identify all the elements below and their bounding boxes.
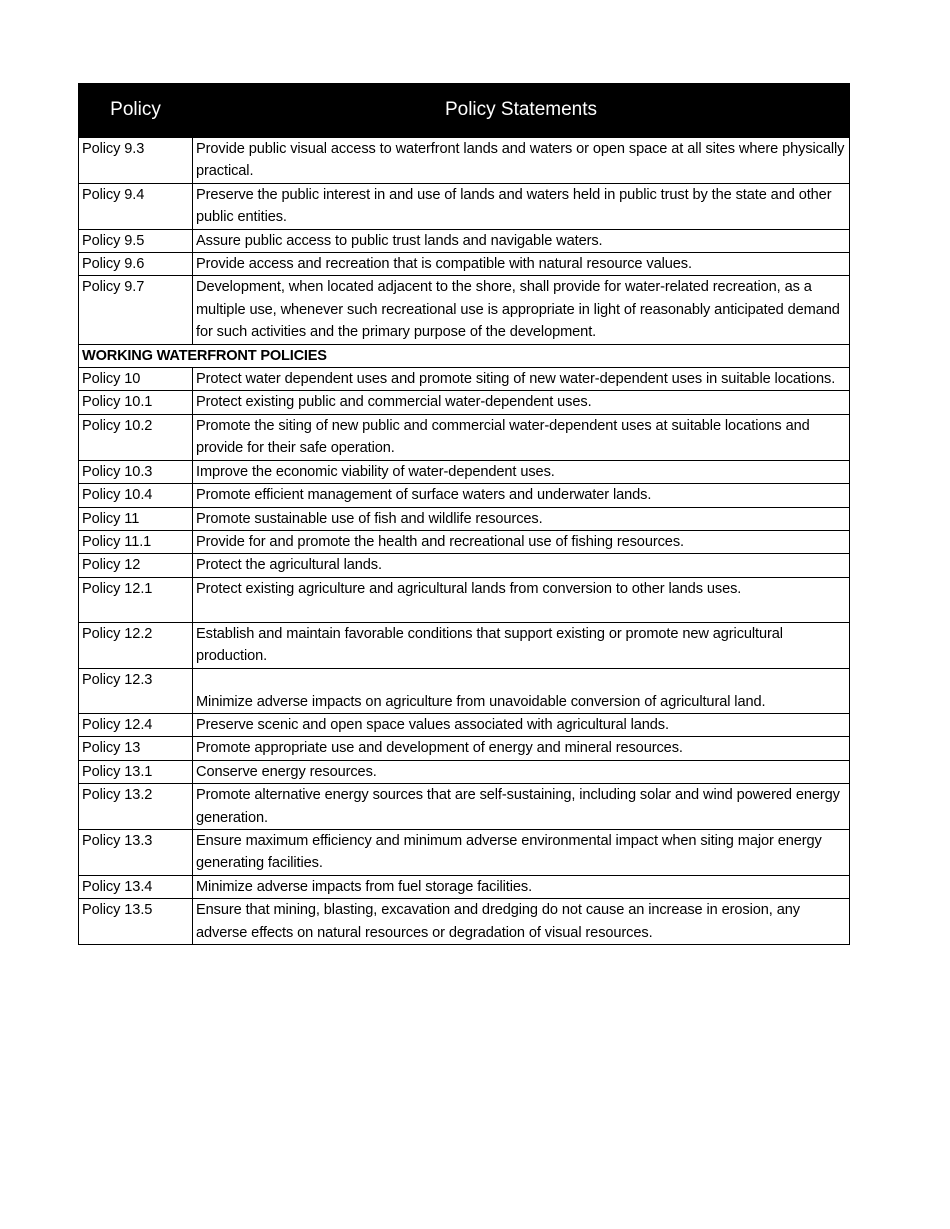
table-row	[79, 829, 850, 875]
table-row	[79, 507, 850, 530]
policy-statement: Protect the agricultural lands.	[193, 554, 850, 577]
table-row	[79, 460, 850, 483]
policy-statement: Ensure maximum efficiency and minimum adverse environmental impact when siting major energy generating facilities.	[193, 829, 850, 875]
table-row	[79, 138, 850, 184]
policy-statement: Promote the siting of new public and commercial water-dependent uses at suitable locations and provide for their safe operation.	[193, 414, 850, 460]
policy-id: Policy 11	[79, 507, 193, 530]
policy-id: Policy 11.1	[79, 530, 193, 553]
policy-id: Policy 13.5	[79, 899, 193, 945]
policy-statement: Provide public visual access to waterfront lands and waters or open space at all sites where physically practical.	[193, 138, 850, 184]
table-row	[79, 414, 850, 460]
policy-id: Policy 9.5	[79, 229, 193, 252]
policy-statement: Promote sustainable use of fish and wildlife resources.	[193, 507, 850, 530]
table-row	[79, 668, 850, 713]
table-row	[79, 229, 850, 252]
policy-statement: Development, when located adjacent to the shore, shall provide for water-related recreation, as a multiple use, whenever such recreational use is appropriate in light of reasonably anticipated demand for such activities and the primary purpose of the development.	[193, 276, 850, 344]
table-row	[79, 391, 850, 414]
policy-id: Policy 12.1	[79, 577, 193, 622]
policy-id: Policy 12.3	[79, 668, 193, 713]
table-row	[79, 875, 850, 898]
table-row	[79, 737, 850, 760]
policy-statement: Provide access and recreation that is compatible with natural resource values.	[193, 253, 850, 276]
policy-statement: Promote efficient management of surface waters and underwater lands.	[193, 484, 850, 507]
policy-statement: Ensure that mining, blasting, excavation and dredging do not cause an increase in erosion, any adverse effects on natural resources or degradation of visual resources.	[193, 899, 850, 945]
table-row	[79, 530, 850, 553]
table-row	[79, 760, 850, 783]
policy-statement: Minimize adverse impacts from fuel storage facilities.	[193, 875, 850, 898]
policy-id: Policy 9.3	[79, 138, 193, 184]
header-policy-statements: Policy Statements	[193, 84, 850, 138]
policy-id: Policy 13.3	[79, 829, 193, 875]
policy-statement: Provide for and promote the health and recreational use of fishing resources.	[193, 530, 850, 553]
policy-id: Policy 13.2	[79, 784, 193, 830]
table-row	[79, 784, 850, 830]
policy-id: Policy 10.4	[79, 484, 193, 507]
policy-statement: Conserve energy resources.	[193, 760, 850, 783]
policy-id: Policy 13	[79, 737, 193, 760]
section-heading: WORKING WATERFRONT POLICIES	[79, 344, 850, 367]
policy-id: Policy 12	[79, 554, 193, 577]
table-row	[79, 253, 850, 276]
table-row	[79, 713, 850, 736]
policy-statement: Preserve the public interest in and use of lands and waters held in public trust by the state and other public entities.	[193, 183, 850, 229]
policy-id: Policy 12.4	[79, 713, 193, 736]
policy-statement: Protect existing agriculture and agricultural lands from conversion to other lands uses.	[193, 577, 850, 622]
policy-statement: Promote appropriate use and development of energy and mineral resources.	[193, 737, 850, 760]
policy-statement: Protect existing public and commercial water-dependent uses.	[193, 391, 850, 414]
table-row	[79, 622, 850, 668]
policy-id: Policy 10.1	[79, 391, 193, 414]
policy-id: Policy 12.2	[79, 622, 193, 668]
policy-id: Policy 9.6	[79, 253, 193, 276]
policy-id: Policy 9.7	[79, 276, 193, 344]
policy-id: Policy 10.3	[79, 460, 193, 483]
policy-id: Policy 13.1	[79, 760, 193, 783]
policy-id: Policy 9.4	[79, 183, 193, 229]
header-row	[79, 84, 850, 138]
policy-statement: Establish and maintain favorable conditions that support existing or promote new agricultural production.	[193, 622, 850, 668]
table-row	[79, 183, 850, 229]
policy-statement: Preserve scenic and open space values associated with agricultural lands.	[193, 713, 850, 736]
table-row	[79, 577, 850, 622]
policy-statement: Protect water dependent uses and promote siting of new water-dependent uses in suitable locations.	[193, 368, 850, 391]
policy-statement: Minimize adverse impacts on agriculture from unavoidable conversion of agricultural land.	[193, 668, 850, 713]
table-row	[79, 368, 850, 391]
policy-statement: Promote alternative energy sources that are self-sustaining, including solar and wind powered energy generation.	[193, 784, 850, 830]
header-policy: Policy	[79, 84, 193, 138]
section-heading-row	[79, 344, 850, 367]
policy-id: Policy 10	[79, 368, 193, 391]
policy-id: Policy 13.4	[79, 875, 193, 898]
policy-id: Policy 10.2	[79, 414, 193, 460]
policy-table	[78, 83, 850, 945]
policy-statement: Assure public access to public trust lands and navigable waters.	[193, 229, 850, 252]
table-row	[79, 554, 850, 577]
table-row	[79, 484, 850, 507]
policy-statement: Improve the economic viability of water-dependent uses.	[193, 460, 850, 483]
table-row	[79, 276, 850, 344]
table-row	[79, 899, 850, 945]
